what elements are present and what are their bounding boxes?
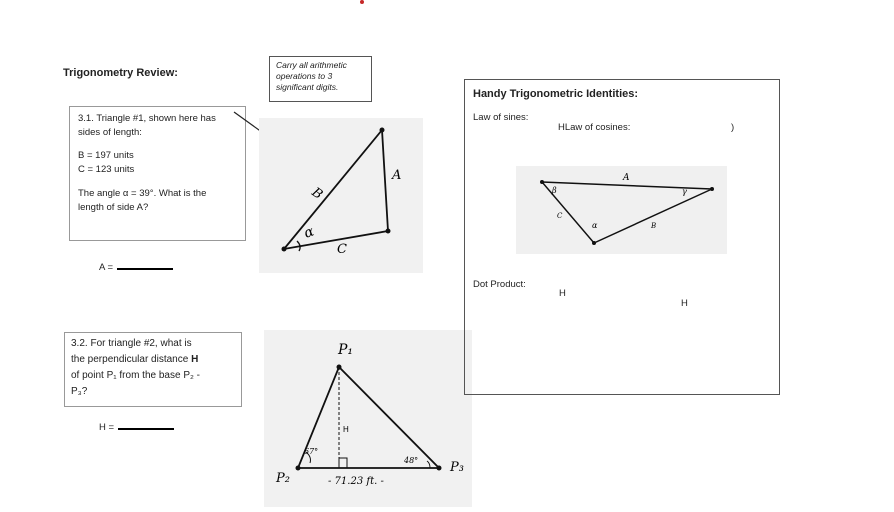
identities-label-c: C [557,212,563,220]
triangle-1-label-b: B [308,184,326,203]
dot-product-h2: H [681,298,688,309]
triangle-2-angle-left: 67° [304,447,319,456]
triangle-2-p3: P₃ [450,460,464,475]
dot-product-h1: H [559,288,566,299]
law-of-sines-label: Law of sines: [473,112,529,123]
problem-2-h-bold: H [191,354,199,365]
triangle-2-h: H [343,425,349,434]
dot-product-label: Dot Product: [473,279,526,290]
note-line: operations to 3 [276,71,333,81]
triangle-2-p1: P₁ [338,342,354,358]
triangle-1-label-c: C [337,242,347,257]
triangle-2-angle-right: 48° [404,456,419,465]
angle-question: length of side A? [78,202,149,213]
answer-a-label: A = [99,262,113,273]
answer-a [99,262,173,273]
note-line: Carry all arithmetic [276,60,347,70]
identities-label-a: A [623,173,630,183]
triangle-1-figure [259,118,423,273]
problem-2-text: the perpendicular distance [71,354,189,365]
answer-h-blank[interactable] [118,428,174,430]
triangle-1-svg [259,118,423,273]
answer-a-blank[interactable] [117,268,173,270]
identities-beta: β [552,186,557,195]
identities-alpha: α [592,221,598,230]
problem-2-text-line [71,352,235,368]
triangle-2-p2: P₂ [276,471,290,486]
identities-gamma: γ [682,187,687,196]
triangle-1-alpha: α [301,223,317,242]
page-title: Trigonometry Review: [63,67,178,79]
answer-h-label: H = [99,422,115,433]
identities-title: Handy Trigonometric Identities: [473,88,639,100]
triangle-2-svg [264,330,472,507]
problem-2-text: 3.2. For triangle #2, what is [71,338,192,349]
triangle-2-base: - 71.23 ft. - [328,476,384,487]
identities-triangle-figure [516,166,727,254]
identities-label-b: B [651,222,657,230]
problem-2-text: of point P₁ from the base P₂ - [71,370,200,381]
problem-1-text: 3.1. Triangle #1, shown here has [78,113,216,124]
identities-panel [464,79,780,395]
angle-question: The angle α = 39°. What is the [78,188,207,199]
law-of-cosines-label: HLaw of cosines: [558,122,631,133]
triangle-1-label-a: A [392,168,402,183]
instruction-note [269,56,372,102]
problem-2-text: P₃? [71,386,88,397]
triangle-2-figure [264,330,472,507]
problem-1-box [69,106,246,241]
side-b-length: B = 197 units [78,150,134,161]
marker-dot [360,0,364,4]
note-line: significant digits. [276,82,339,92]
problem-1-text: sides of length: [78,127,142,138]
closing-paren: ) [731,122,735,133]
problem-2-box [64,332,242,407]
identities-triangle-svg [516,166,727,254]
answer-h [99,422,174,433]
side-c-length: C = 123 units [78,164,135,175]
